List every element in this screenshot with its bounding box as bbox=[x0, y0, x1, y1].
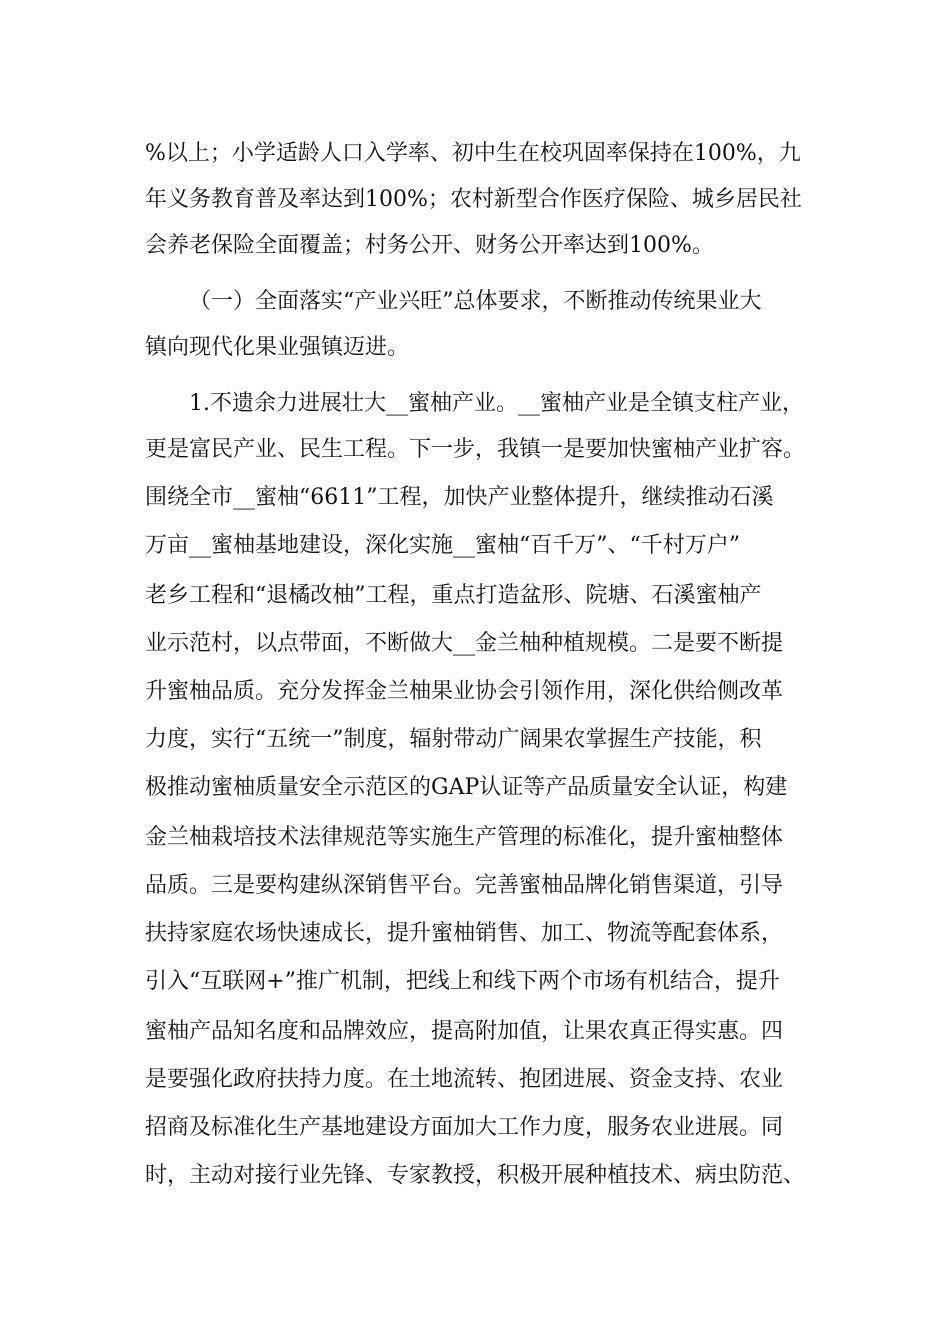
text-line: 极推动蜜柚质量安全示范区的GAP认证等产品质量安全认证，构建 bbox=[145, 775, 788, 800]
text-line: 围绕全市__蜜柚“6611”工程，加快产业整体提升，继续推动石溪 bbox=[145, 485, 774, 510]
text-line: 引入“互联网+”推广机制，把线上和线下两个市场有机结合，提升 bbox=[145, 969, 780, 994]
text-line: 蜜柚产品知名度和品牌效应，提高附加值，让果农真正得实惠。四 bbox=[145, 1019, 784, 1044]
text-line: 招商及标准化生产基地建设方面加大工作力度，服务农业进展。同 bbox=[145, 1115, 784, 1140]
text-line: 力度，实行“五统一”制度，辐射带动广阔果农掌握生产技能，积 bbox=[145, 727, 762, 752]
section-heading-line: 镇向现代化果业强镇迈进。 bbox=[145, 335, 410, 360]
text-line: 品质。三是要构建纵深销售平台。完善蜜柚品牌化销售渠道，引导 bbox=[145, 873, 784, 898]
section-heading-line: （一）全面落实“产业兴旺”总体要求，不断推动传统果业大 bbox=[189, 289, 762, 314]
text-line: 扶持家庭农场快速成长，提升蜜柚销售、加工、物流等配套体系， bbox=[145, 921, 784, 946]
text-line: 年义务教育普及率达到100%；农村新型合作医疗保险、城乡居民社 bbox=[145, 187, 802, 212]
text-line: 升蜜柚品质。充分发挥金兰柚果业协会引领作用，深化供给侧改革 bbox=[145, 679, 784, 704]
text-line: %以上；小学适龄人口入学率、初中生在校巩固率保持在100%，九 bbox=[145, 141, 801, 166]
paragraph-first-line: 1.不遗余力进展壮大__蜜柚产业。__蜜柚产业是全镇支柱产业， bbox=[189, 391, 804, 416]
text-line: 金兰柚栽培技术法律规范等实施生产管理的标准化，提升蜜柚整体 bbox=[145, 825, 784, 850]
text-line: 老乡工程和“退橘改柚”工程，重点打造盆形、院塘、石溪蜜柚产 bbox=[145, 583, 762, 608]
text-line: 更是富民产业、民生工程。下一步，我镇一是要加快蜜柚产业扩容。 bbox=[145, 437, 806, 462]
text-line: 时，主动对接行业先锋、专家教授，积极开展种植技术、病虫防范、 bbox=[145, 1163, 806, 1188]
text-line: 是要强化政府扶持力度。在土地流转、抱团进展、资金支持、农业 bbox=[145, 1067, 784, 1092]
text-line: 业示范村，以点带面，不断做大__金兰柚种植规模。二是要不断提 bbox=[145, 631, 784, 656]
text-line: 万亩__蜜柚基地建设，深化实施__蜜柚“百千万”、“千村万户” bbox=[145, 533, 740, 558]
text-line: 会养老保险全面覆盖；村务公开、财务公开率达到100%。 bbox=[145, 233, 714, 258]
